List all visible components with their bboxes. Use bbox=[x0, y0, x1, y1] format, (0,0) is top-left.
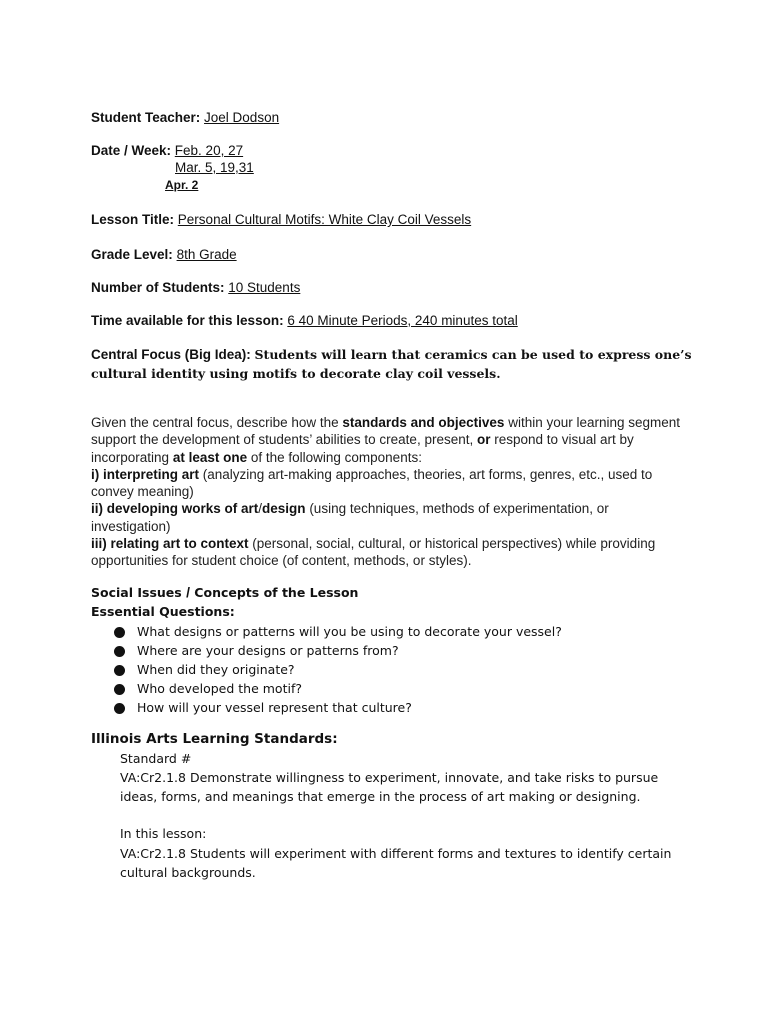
date-label: Date / Week: bbox=[91, 143, 172, 158]
grade-line bbox=[91, 246, 237, 263]
time-value: 6 40 Minute Periods, 240 minutes total bbox=[287, 313, 518, 328]
bullet-icon bbox=[114, 627, 125, 638]
component-relating-context: iii) relating art to context (personal, social, cultural, or historical perspectives) while providing opportunities for student choice (of content, methods, or styles). bbox=[91, 536, 656, 569]
essential-questions-heading: Essential Questions: bbox=[91, 604, 235, 619]
bullet-icon bbox=[114, 665, 125, 676]
component-developing-works: ii) developing works of art/design (using techniques, methods of experimentation, or investigation) bbox=[91, 501, 609, 534]
list-item: Where are your designs or patterns from? bbox=[114, 641, 562, 660]
central-focus-text-1: Students will learn that ceramics can be used to express one’s bbox=[254, 347, 692, 362]
standard-number-label: Standard # bbox=[120, 751, 192, 766]
list-item: Who developed the motif? bbox=[114, 679, 562, 698]
list-item: How will your vessel represent that culture? bbox=[114, 698, 562, 717]
bullet-icon bbox=[114, 646, 125, 657]
essential-questions-list bbox=[114, 622, 562, 717]
central-focus-text-2: cultural identity using motifs to decorate clay coil vessels. bbox=[91, 366, 501, 381]
date-line bbox=[91, 142, 243, 159]
student-teacher-label: Student Teacher: bbox=[91, 110, 201, 125]
in-this-lesson-label: In this lesson: bbox=[120, 826, 207, 841]
standard-text: VA:Cr2.1.8 Demonstrate willingness to experiment, innovate, and take risks to pursue ideas, forms, and meanings that emerge in the process of art making or designing. bbox=[120, 770, 659, 805]
students-label: Number of Students: bbox=[91, 280, 225, 295]
lesson-title-value: Personal Cultural Motifs: White Clay Coil Vessels bbox=[177, 212, 472, 227]
grade-label: Grade Level: bbox=[91, 247, 173, 262]
illinois-standards-heading: Illinois Arts Learning Standards: bbox=[91, 731, 338, 747]
social-issues-heading: Social Issues / Concepts of the Lesson bbox=[91, 584, 359, 600]
students-line bbox=[91, 279, 300, 296]
component-interpreting-art: i) interpreting art (analyzing art-making approaches, theories, art forms, genres, etc., used to convey meaning) bbox=[91, 466, 653, 500]
in-this-lesson-text: VA:Cr2.1.8 Students will experiment with different forms and textures to identify certain cultural backgrounds. bbox=[120, 846, 672, 881]
date-value-1: Feb. 20, 27 bbox=[174, 143, 244, 158]
bullet-icon bbox=[114, 684, 125, 695]
bullet-icon bbox=[114, 703, 125, 714]
central-focus-label: Central Focus (Big Idea): bbox=[91, 347, 251, 362]
student-teacher-line bbox=[91, 109, 279, 126]
time-label: Time available for this lesson: bbox=[91, 313, 284, 328]
list-item: What designs or patterns will you be using to decorate your vessel? bbox=[114, 622, 562, 641]
central-focus-line-2 bbox=[91, 365, 501, 382]
time-line bbox=[91, 312, 518, 329]
lesson-title-label: Lesson Title: bbox=[91, 212, 175, 227]
list-item: When did they originate? bbox=[114, 660, 562, 679]
date-value-3: Apr. 2 bbox=[165, 178, 199, 192]
students-value: 10 Students bbox=[228, 280, 301, 295]
prompt-intro: Given the central focus, describe how the standards and objectives within your learning segment support the development of students’ abilities to create, present, or respond to visual art by incorporating at least one of the following components: bbox=[91, 415, 681, 465]
date-line-3 bbox=[165, 177, 198, 194]
date-value-2: Mar. 5, 19,31 bbox=[175, 160, 254, 175]
grade-value: 8th Grade bbox=[176, 247, 237, 262]
standards-prompt-paragraph bbox=[91, 414, 681, 570]
lesson-title-line bbox=[91, 211, 471, 228]
central-focus-line-1 bbox=[91, 346, 692, 363]
date-line-2 bbox=[175, 159, 254, 176]
student-teacher-value: Joel Dodson bbox=[204, 110, 280, 125]
